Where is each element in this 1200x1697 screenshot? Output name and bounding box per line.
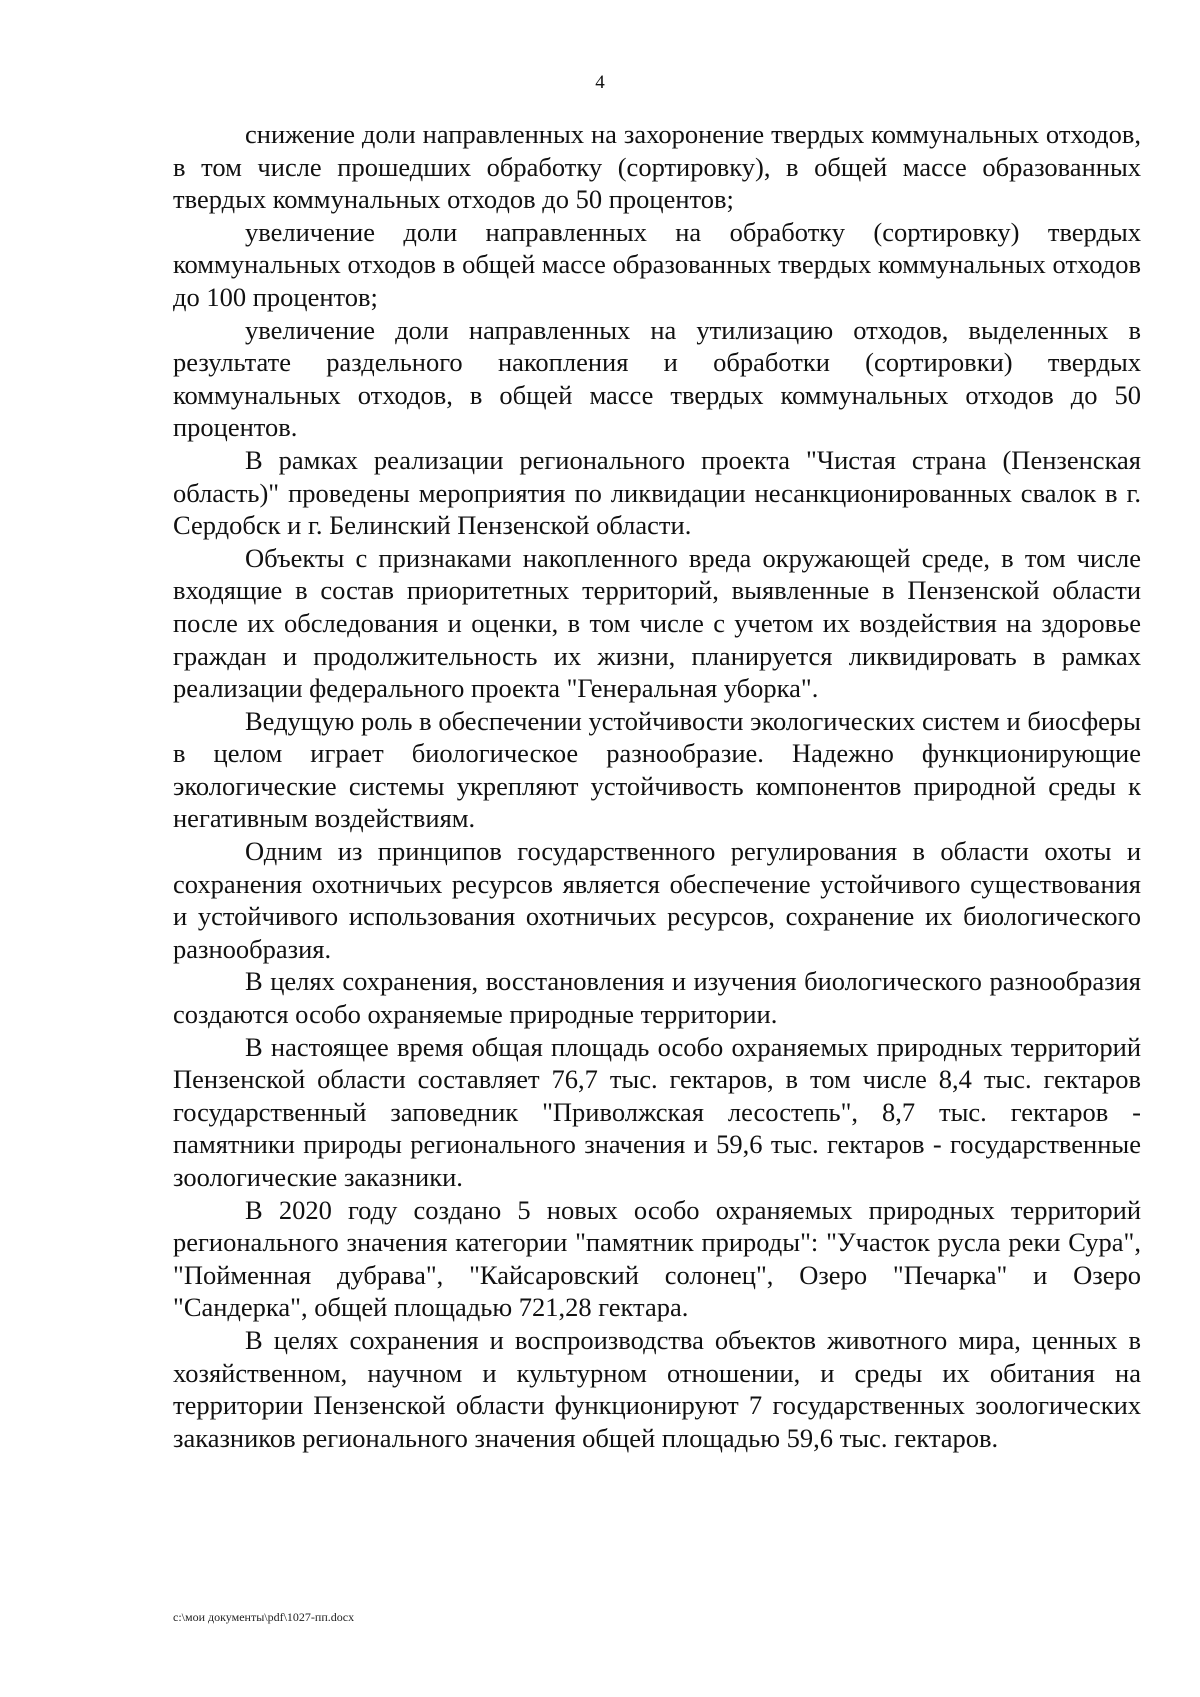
paragraph-7: Одним из принципов государственного регулирования в области охоты и сохранения охотничьих ресурсов является обеспечение устойчивого существования и устойчивого использования охотничьих ресурсов, сохранение их биологического разнообразия. [173, 836, 1141, 964]
document-body [173, 118, 1141, 1454]
paragraph-10: В 2020 году создано 5 новых особо охраняемых природных территорий регионального значения категории "памятник природы": "Участок русла реки Сура", "Пойменная дубрава", "Кайсаровский солонец", Озеро "Печарка" и Озеро "Сандерка", общей площадью 721,28 гектара. [173, 1194, 1141, 1323]
paragraph-2: увеличение доли направленных на обработку (сортировку) твердых коммунальных отходов в общей массе образованных твердых коммунальных отходов до 100 процентов; [173, 216, 1141, 312]
paragraph-4: В рамках реализации регионального проекта "Чистая страна (Пензенская область)" проведены мероприятия по ликвидации несанкционированных свалок в г. Сердобск и г. Белинский Пензенской области. [173, 444, 1141, 541]
paragraph-6: Ведущую роль в обеспечении устойчивости экологических систем и биосферы в целом играет биологическое разнообразие. Надежно функционирующие экологические системы укрепляют устойчивость компонентов природной среды к негативным воздействиям. [173, 705, 1141, 834]
paragraph-8: В целях сохранения, восстановления и изучения биологического разнообразия создаются особо охраняемые природные территории. [173, 966, 1141, 1030]
paragraph-1: снижение доли направленных на захоронение твердых коммунальных отходов, в том числе прошедших обработку (сортировку), в общей массе образованных твердых коммунальных отходов до 50 процентов; [173, 119, 1141, 215]
footer-file-path: c:\мои документы\pdf\1027-пп.docx [173, 1610, 355, 1624]
page-number: 4 [595, 72, 605, 93]
paragraph-5: Объекты с признаками накопленного вреда окружающей среде, в том числе входящие в состав приоритетных территорий, выявленные в Пензенской области после их обследования и оценки, в том числе с учетом их воздействия на здоровье граждан и продолжительность их жизни, планируется ликвидировать в рамках реализации федерального проекта "Генеральная уборка". [173, 542, 1141, 704]
paragraph-11: В целях сохранения и воспроизводства объектов животного мира, ценных в хозяйственном, научном и культурном отношении, и среды их обитания на территории Пензенской области функционируют 7 государственных зоологических заказников регионального значения общей площадью 59,6 тыс. гектаров. [173, 1324, 1141, 1453]
paragraph-9: В настоящее время общая площадь особо охраняемых природных территорий Пензенской области составляет 76,7 тыс. гектаров, в том числе 8,4 тыс. гектаров государственный заповедник "Приволжская лесостепь", 8,7 тыс. гектаров - памятники природы регионального значения и 59,6 тыс. гектаров - государственные зоологические заказники. [173, 1031, 1141, 1192]
paragraph-3: увеличение доли направленных на утилизацию отходов, выделенных в результате раздельного накопления и обработки (сортировки) твердых коммунальных отходов, в общей массе твердых коммунальных отходов до 50 процентов. [173, 314, 1141, 443]
